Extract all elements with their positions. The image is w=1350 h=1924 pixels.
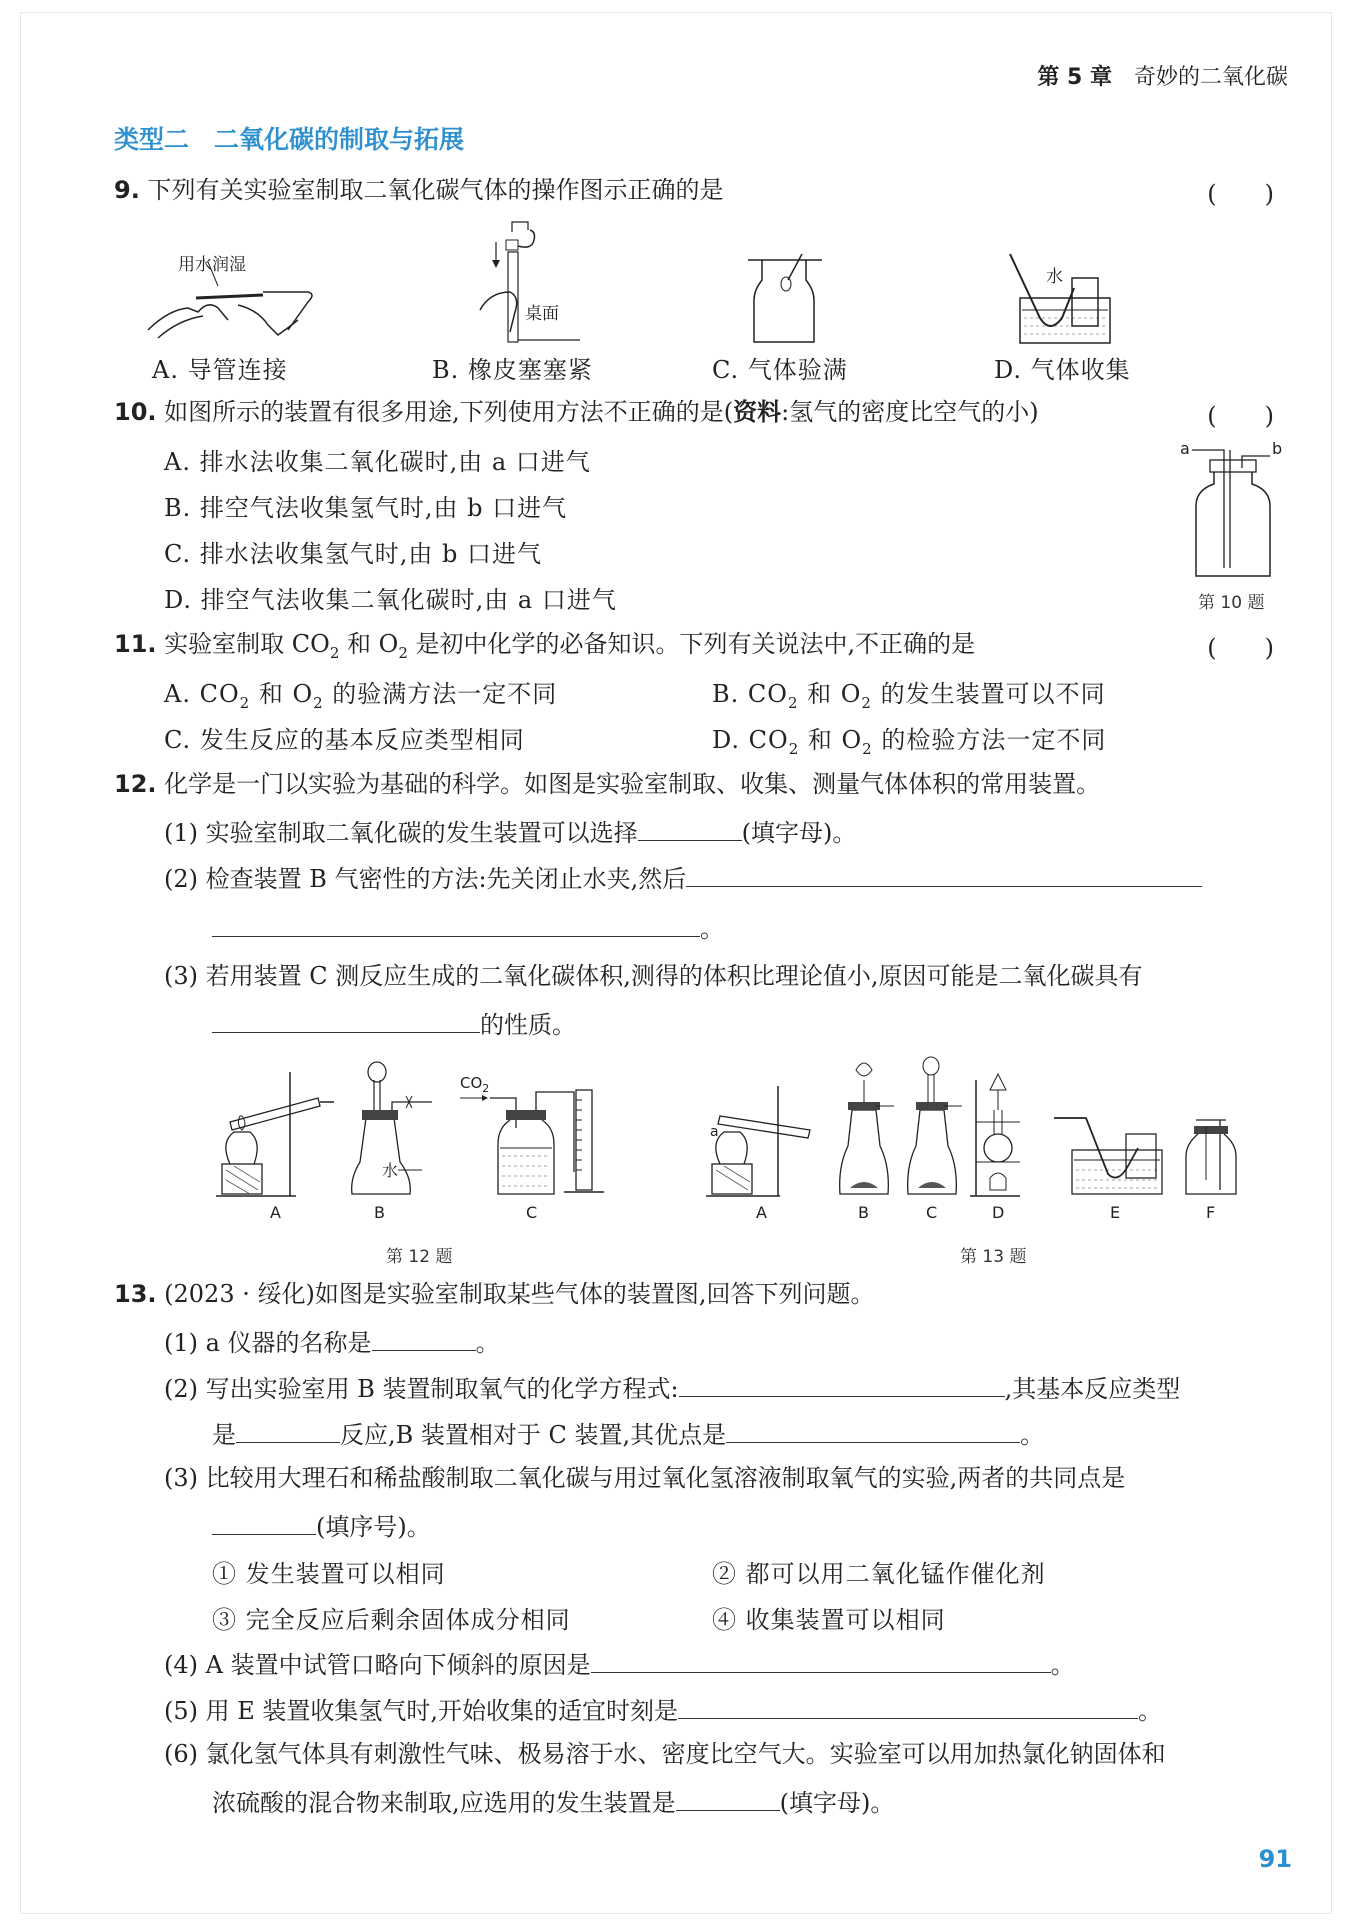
question-11: [114, 628, 975, 669]
figure-tube-connect: [148, 250, 318, 350]
option-text: 和 O: [798, 680, 862, 708]
part-text: (5) 用 E 装置收集氢气时,开始收集的适宜时刻是: [164, 1697, 679, 1725]
option-text: B. CO: [712, 680, 788, 708]
part-text: (填字母)。: [741, 819, 857, 847]
answer-bracket-10[interactable]: ( ): [1207, 402, 1274, 430]
answer-blank[interactable]: [212, 1006, 480, 1033]
question-10: [114, 396, 1039, 428]
subscript: 2: [313, 693, 324, 712]
note-text: :氢气的密度比空气的小): [781, 398, 1039, 426]
option-text: 和 O: [250, 680, 314, 708]
answer-bracket-9[interactable]: ( ): [1207, 180, 1274, 208]
q11-option-c[interactable]: C. 发生反应的基本反应类型相同: [164, 726, 525, 754]
answer-blank[interactable]: [591, 1646, 1051, 1673]
subscript: 2: [787, 693, 799, 712]
apparatus-c-label: C: [926, 1203, 938, 1222]
question-9: [114, 174, 723, 206]
q9-option-b[interactable]: B. 橡皮塞塞紧: [432, 356, 593, 384]
answer-blank[interactable]: [678, 1692, 1138, 1719]
chapter-number: 第 5 章: [1037, 65, 1112, 90]
figure-caption-10: 第 10 题: [1198, 593, 1265, 613]
option-text: 的验满方法一定不同: [323, 680, 558, 708]
label-water: 水: [1046, 267, 1063, 287]
apparatus-c-label: C: [526, 1203, 538, 1222]
part-text: (填序号)。: [316, 1513, 431, 1541]
answer-blank[interactable]: [638, 814, 742, 841]
co2-text: CO: [460, 1074, 483, 1092]
part-text: (1) 实验室制取二氧化碳的发生装置可以选择: [164, 819, 638, 847]
question-number: 13.: [114, 1280, 157, 1308]
chapter-title: 奇妙的二氧化碳: [1133, 65, 1288, 90]
label-water-moisten: 用水润湿: [178, 255, 246, 275]
q12-part-2-cont: [212, 910, 724, 945]
answer-blank[interactable]: [236, 1416, 340, 1443]
q13-part-2: [164, 1370, 1180, 1405]
part-text: (3) 比较用大理石和稀盐酸制取二氧化碳与用过氧化氢溶液制取氧气的实验,两者的共同点是: [164, 1464, 1126, 1492]
answer-bracket-11[interactable]: ( ): [1207, 634, 1274, 662]
apparatus-d-label: D: [992, 1203, 1005, 1222]
question-text: 下列有关实验室制取二氧化碳气体的操作图示正确的是: [147, 176, 724, 204]
q11-text-part: 实验室制取 CO: [164, 630, 330, 658]
q12-part-3: [164, 960, 1143, 992]
q13-part-1: [164, 1324, 500, 1359]
answer-blank[interactable]: [212, 1508, 316, 1535]
apparatus-b-label: B: [374, 1203, 385, 1222]
q13-part-6: [164, 1738, 1166, 1770]
label-desk: 桌面: [525, 304, 559, 324]
part-text: (4) A 装置中试管口略向下倾斜的原因是: [164, 1651, 591, 1679]
q13-part-4: [164, 1646, 1075, 1681]
part-text: 。: [475, 1329, 500, 1357]
q11-option-b[interactable]: [712, 674, 1106, 712]
question-number: 9.: [114, 176, 140, 204]
figure-q13-apparatus: [700, 1050, 1270, 1250]
part-text: ,其基本反应类型: [1004, 1375, 1181, 1403]
part-text: (6) 氯化氢气体具有刺激性气味、极易溶于水、密度比空气大。实验室可以用加热氯化钠固体和: [164, 1740, 1166, 1768]
subscript: 2: [398, 643, 408, 662]
subscript: 2: [862, 739, 873, 758]
q13-part-2-cont: [212, 1416, 1044, 1451]
answer-blank[interactable]: [679, 1370, 1005, 1397]
question-text: 化学是一门以实验为基础的科学。如图是实验室制取、收集、测量气体体积的常用装置。: [164, 770, 1101, 798]
page-number: 91: [1258, 1845, 1292, 1873]
subscript: 2: [329, 643, 340, 662]
question-text: (2023 · 绥化)如图是实验室制取某些气体的装置图,回答下列问题。: [164, 1280, 875, 1308]
q11-text-part: 和 O: [339, 630, 399, 658]
part-text: 的性质。: [480, 1011, 576, 1039]
subscript: 2: [482, 1082, 490, 1095]
q13-part-6-cont: [212, 1784, 894, 1819]
figure-stopper: [470, 222, 590, 347]
figure-q12-apparatus: [210, 1052, 640, 1242]
option-text: A. CO: [164, 680, 240, 708]
q11-option-d[interactable]: [712, 720, 1106, 758]
part-text: (3) 若用装置 C 测反应生成的二氧化碳体积,测得的体积比理论值小,原因可能是二氧化碳具有: [164, 962, 1143, 990]
subscript: 2: [861, 693, 872, 712]
q12-part-1: [164, 814, 856, 849]
q13-choice-2[interactable]: ② 都可以用二氧化锰作催化剂: [712, 1560, 1046, 1588]
q11-option-a[interactable]: [164, 674, 557, 712]
q10-option-b[interactable]: B. 排空气法收集氢气时,由 b 口进气: [164, 494, 568, 522]
chapter-header: [1037, 60, 1288, 91]
subscript: 2: [788, 739, 800, 758]
apparatus-b-label: B: [858, 1203, 869, 1222]
figure-multipurpose-bottle: [1180, 440, 1290, 580]
part-text: (2) 检查装置 B 气密性的方法:先关闭止水夹,然后: [164, 865, 687, 893]
question-number: 11.: [114, 630, 157, 658]
part-text: 。: [1020, 1421, 1045, 1449]
part-text: 。: [700, 915, 724, 943]
question-number: 12.: [114, 770, 157, 798]
option-text: D. CO: [712, 726, 789, 754]
water-label: 水: [382, 1161, 399, 1180]
part-text: 反应,B 装置相对于 C 装置,其优点是: [340, 1421, 727, 1449]
q13-part-3-cont: [212, 1508, 431, 1543]
apparatus-f-label: F: [1206, 1203, 1216, 1222]
figure-caption-13: 第 13 题: [960, 1247, 1027, 1267]
label-a: a: [710, 1124, 719, 1140]
q13-part-3: [164, 1462, 1125, 1494]
question-12: [114, 768, 1100, 800]
q11-text-part: 是初中化学的必备知识。下列有关说法中,不正确的是: [407, 630, 976, 658]
co2-label: [460, 1074, 489, 1095]
answer-blank[interactable]: [726, 1416, 1020, 1443]
question-text: 如图所示的装置有很多用途,下列使用方法不正确的是(: [164, 398, 734, 426]
part-text: 。: [1050, 1651, 1075, 1679]
q10-option-d[interactable]: D. 排空气法收集二氧化碳时,由 a 口进气: [164, 586, 617, 614]
part-text: 。: [1138, 1697, 1163, 1725]
part-text: (填字母)。: [779, 1789, 895, 1817]
q9-option-a[interactable]: A. 导管连接: [152, 356, 288, 384]
answer-blank[interactable]: [212, 910, 700, 937]
q9-option-c[interactable]: C. 气体验满: [712, 356, 848, 384]
q13-choice-4[interactable]: ④ 收集装置可以相同: [712, 1606, 946, 1634]
figure-gas-collect: [1000, 248, 1120, 348]
answer-blank[interactable]: [372, 1324, 476, 1351]
answer-blank[interactable]: [676, 1784, 780, 1811]
q10-option-a[interactable]: A. 排水法收集二氧化碳时,由 a 口进气: [164, 448, 591, 476]
part-text: (2) 写出实验室用 B 装置制取氧气的化学方程式:: [164, 1375, 679, 1403]
option-text: 和 O: [799, 726, 863, 754]
figure-gas-full-test: [742, 250, 832, 350]
question-13: [114, 1278, 874, 1310]
apparatus-a-label: A: [270, 1203, 281, 1222]
apparatus-a-label: A: [756, 1203, 767, 1222]
apparatus-e-label: E: [1110, 1203, 1121, 1222]
figure-caption-12: 第 12 题: [386, 1247, 453, 1267]
note-label: 资料: [733, 397, 782, 426]
option-text: 的检验方法一定不同: [872, 726, 1107, 754]
part-text: 浓硫酸的混合物来制取,应选用的发生装置是: [212, 1789, 676, 1817]
q13-choice-1[interactable]: ① 发生装置可以相同: [212, 1560, 446, 1588]
option-text: 的发生装置可以不同: [871, 680, 1106, 708]
port-b-label: b: [1272, 439, 1283, 458]
question-number: 10.: [114, 398, 157, 426]
part-text: 是: [212, 1421, 236, 1449]
part-text: (1) a 仪器的名称是: [164, 1329, 372, 1357]
q12-part-2: [164, 860, 1202, 895]
q9-option-d[interactable]: D. 气体收集: [994, 356, 1131, 384]
q13-part-5: [164, 1692, 1162, 1727]
subscript: 2: [239, 693, 251, 712]
section-title: 类型二 二氧化碳的制取与拓展: [114, 125, 465, 154]
q13-choice-3[interactable]: ③ 完全反应后剩余固体成分相同: [212, 1606, 571, 1634]
port-a-label: a: [1180, 439, 1190, 458]
q10-option-c[interactable]: C. 排水法收集氢气时,由 b 口进气: [164, 540, 543, 568]
answer-blank[interactable]: [686, 860, 1202, 887]
q12-part-3-cont: [212, 1006, 576, 1041]
